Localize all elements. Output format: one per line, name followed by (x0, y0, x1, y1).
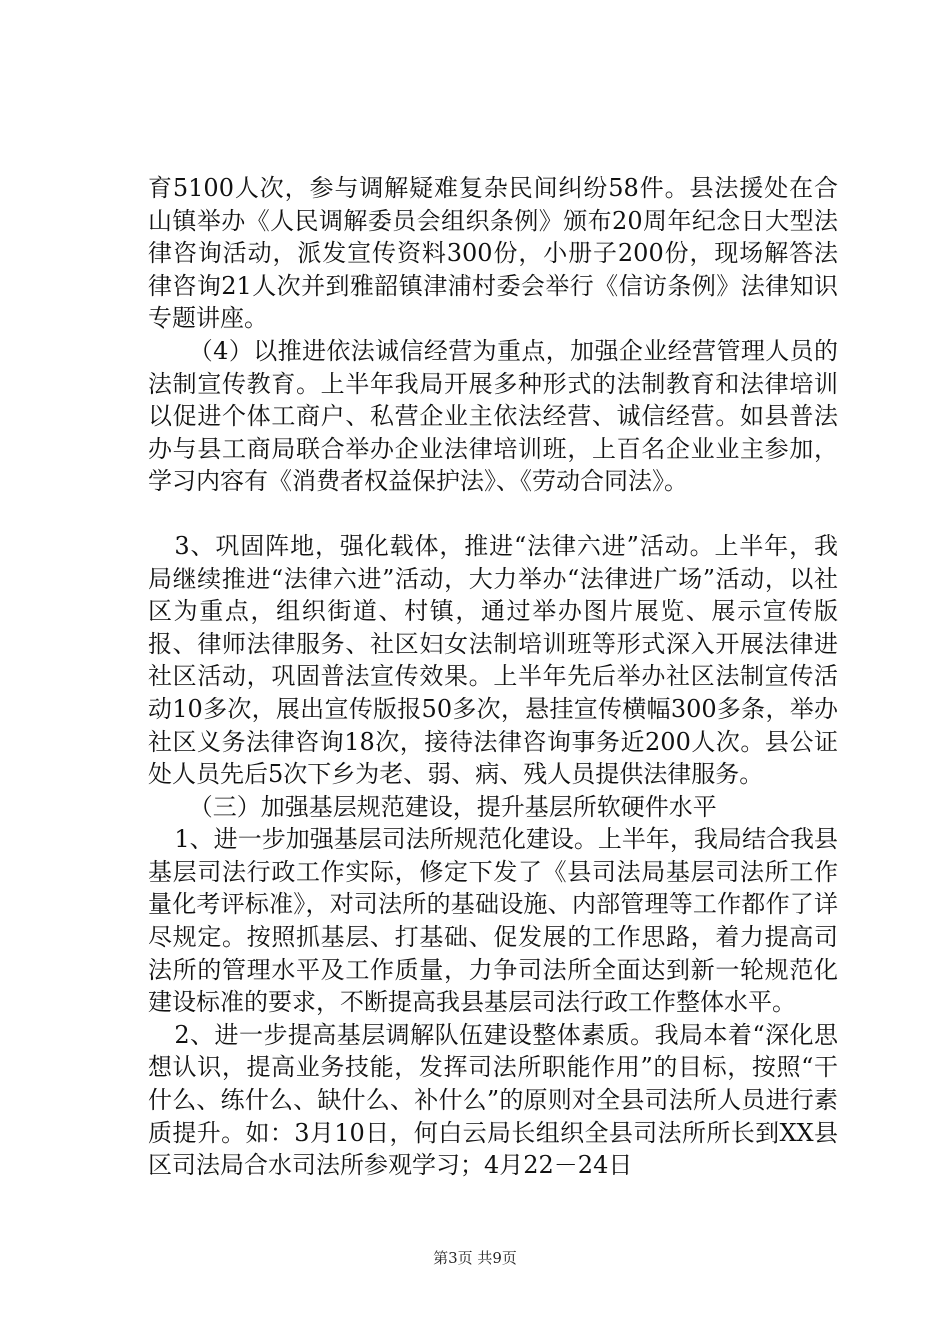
paragraph-5: 2、进一步提高基层调解队伍建设整体素质。我局本着“深化思想认识，提高业务技能，发挥司法所职能作用”的目标，按照“干什么、练什么、缺什么、补什么”的原则对全县司法所人员进行素质提升。如：3月10日，何白云局长组织全县司法所所长到XX县区司法局合水司法所参观学习；4月22－24日 (148, 1020, 838, 1180)
page-footer: 第3页 共9页 (433, 1249, 517, 1267)
paragraph-4: 1、进一步加强基层司法所规范化建设。上半年，我局结合我县基层司法行政工作实际，修定下发了《县司法局基层司法所工作量化考评标准》，对司法所的基础设施、内部管理等工作都作了详尽规定。按照抓基层、打基础、促发展的工作思路，着力提高司法所的管理水平及工作质量，力争司法所全面达到新一轮规范化建设标准的要求，不断提高我县基层司法行政工作整体水平。 (148, 825, 838, 1017)
paragraph-3: 3、巩固阵地，强化载体，推进“法律六进”活动。上半年，我局继续推进“法律六进”活动，大力举办“法律进广场”活动，以社区为重点，组织街道、村镇，通过举办图片展览、展示宣传版报、律师法律服务、社区妇女法制培训班等形式深入开展法律进社区活动，巩固普法宣传效果。上半年先后举办社区法制宣传活动10多次，展出宣传版报50多次，悬挂宣传横幅300多条，举办社区义务法律咨询18次，接待法律咨询事务近200人次。县公证处人员先后5次下乡为老、弱、病、残人员提供法律服务。 (148, 531, 838, 789)
paragraph-2: （4）以推进依法诚信经营为重点，加强企业经营管理人员的法制宣传教育。上半年我局开展多种形式的法制教育和法律培训以促进个体工商户、私营企业主依法经营、诚信经营。如县普法办与县工商局联合举办企业法律培训班，上百名企业业主参加，学习内容有《消费者权益保护法》、《劳动合同法》。 (148, 336, 838, 496)
document-body (148, 172, 838, 1182)
section-heading: （三）加强基层规范建设，提升基层所软硬件水平 (188, 792, 717, 821)
paragraph-gap (148, 498, 838, 530)
paragraph-1: 育5100人次，参与调解疑难复杂民间纠纷58件。县法援处在合山镇举办《人民调解委员会组织条例》颁布20周年纪念日大型法律咨询活动，派发宣传资料300份，小册子200份，现场解答法律咨询21人次并到雅韶镇津浦村委会举行《信访条例》法律知识专题讲座。 (148, 174, 838, 333)
